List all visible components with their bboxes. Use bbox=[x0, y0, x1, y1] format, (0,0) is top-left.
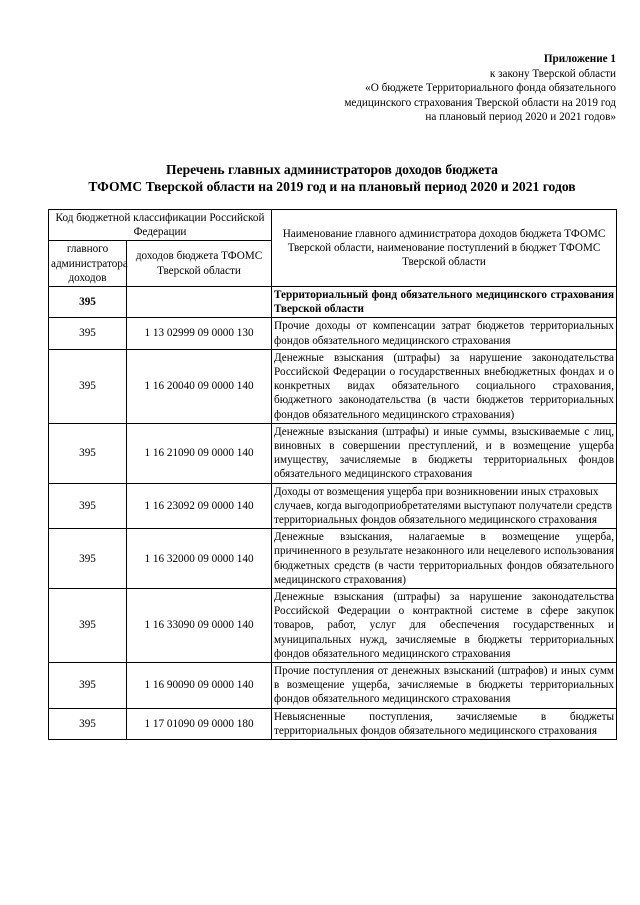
administrators-table bbox=[48, 209, 617, 740]
appendix-line: «О бюджете Территориального фонда обязательного bbox=[365, 82, 616, 95]
name-header: Наименование главного администратора доходов бюджета ТФОМС Тверской области, наименование поступлений в бюджет ТФОМС Тверской области bbox=[272, 209, 617, 286]
revenue-code-cell: 1 16 21090 09 0000 140 bbox=[127, 423, 272, 483]
appendix-header bbox=[48, 52, 616, 125]
revenue-name-cell: Денежные взыскания (штрафы) за нарушение законодательства Российской Федерации о контрактной системе в сфере закупок товаров, работ, услуг для обеспечения государственных и муниципальных нужд, зачисляемые в бюджеты территориальных фондов обязательного медицинского страхования bbox=[272, 589, 617, 663]
document-title bbox=[48, 161, 616, 195]
appendix-line: медицинского страхования Тверской области на 2019 год bbox=[344, 96, 616, 109]
revenue-name-cell: Прочие доходы от компенсации затрат бюджетов территориальных фондов обязательного медицинского страхования bbox=[272, 318, 617, 349]
revenue-name-cell: Денежные взыскания (штрафы) за нарушение законодательства Российской Федерации о государственных внебюджетных фондах и о конкретных видах обязательного социального страхования, бюджетного законодательства (в части бюджетов территориальных фондов обязательного медицинского страхования) bbox=[272, 349, 617, 423]
revenue-name-cell: Невыясненные поступления, зачисляемые в бюджеты территориальных фондов обязательного медицинского страхования bbox=[272, 708, 617, 739]
table-row bbox=[49, 708, 617, 739]
admin-code-cell: 395 bbox=[49, 423, 127, 483]
revenue-name-cell: Прочие поступления от денежных взысканий (штрафов) и иных сумм в возмещение ущерба, зачисляемые в бюджеты территориальных фондов обязательного медицинского страхования bbox=[272, 663, 617, 709]
revenue-code-cell: 1 16 23092 09 0000 140 bbox=[127, 483, 272, 529]
revenue-name-cell: Доходы от возмещения ущерба при возникновении иных страховых случаев, когда выгодоприобретателями выступают получатели средств территориальных фондов обязательного медицинского страхования bbox=[272, 483, 617, 529]
table-row bbox=[49, 529, 617, 589]
table-header-row bbox=[49, 209, 617, 240]
revenue-code-cell: 1 16 32000 09 0000 140 bbox=[127, 529, 272, 589]
revenue-code-cell: 1 16 33090 09 0000 140 bbox=[127, 589, 272, 663]
table-row bbox=[49, 483, 617, 529]
table-row bbox=[49, 589, 617, 663]
table-row bbox=[49, 286, 617, 317]
admin-code-cell: 395 bbox=[49, 589, 127, 663]
title-line: ТФОМС Тверской области на 2019 год и на плановый период 2020 и 2021 годов bbox=[88, 178, 576, 194]
admin-code-cell: 395 bbox=[49, 286, 127, 317]
revenue-code-cell: 1 16 90090 09 0000 140 bbox=[127, 663, 272, 709]
revenue-name-cell: Денежные взыскания, налагаемые в возмещение ущерба, причиненного в результате незаконного или нецелевого использования бюджетных средств (в части территориальных фондов обязательного медицинского страхования) bbox=[272, 529, 617, 589]
revenue-code-cell: 1 16 20040 09 0000 140 bbox=[127, 349, 272, 423]
admin-code-cell: 395 bbox=[49, 529, 127, 589]
revenue-name-cell: Денежные взыскания (штрафы) и иные суммы, взыскиваемые с лиц, виновных в совершении преступлений, и в возмещение ущерба имуществу, зачисляемые в бюджеты территориальных фондов обязательного медицинского страхования bbox=[272, 423, 617, 483]
table-body bbox=[49, 286, 617, 739]
revenue-code-cell bbox=[127, 286, 272, 317]
table-row bbox=[49, 349, 617, 423]
revenue-code-cell: 1 13 02999 09 0000 130 bbox=[127, 318, 272, 349]
code-group-header: Код бюджетной классификации Российской Федерации bbox=[49, 209, 272, 240]
admin-code-cell: 395 bbox=[49, 483, 127, 529]
revenue-name-cell: Территориальный фонд обязательного медицинского страхования Тверской области bbox=[272, 286, 617, 317]
admin-code-cell: 395 bbox=[49, 708, 127, 739]
table-row bbox=[49, 423, 617, 483]
appendix-label: Приложение 1 bbox=[543, 53, 616, 65]
table-row bbox=[49, 663, 617, 709]
revenue-code-header: доходов бюджета ТФОМС Тверской области bbox=[127, 241, 272, 287]
revenue-code-cell: 1 17 01090 09 0000 180 bbox=[127, 708, 272, 739]
admin-code-cell: 395 bbox=[49, 663, 127, 709]
admin-code-cell: 395 bbox=[49, 349, 127, 423]
title-line: Перечень главных администраторов доходов бюджета bbox=[166, 161, 498, 177]
table-row bbox=[49, 318, 617, 349]
appendix-line: к закону Тверской области bbox=[489, 67, 616, 80]
appendix-line: на плановый период 2020 и 2021 годов» bbox=[425, 111, 616, 124]
admin-code-header: главного администратора доходов bbox=[49, 241, 127, 287]
admin-code-cell: 395 bbox=[49, 318, 127, 349]
